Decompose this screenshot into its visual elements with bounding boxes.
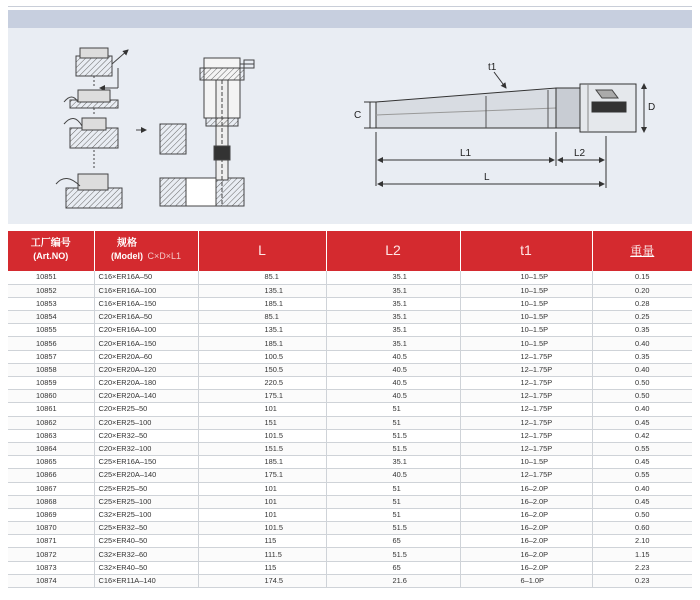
cell-t1: 16–2.0P: [460, 495, 592, 508]
table-row: [8, 297, 692, 310]
cell-l2: 51.5: [326, 548, 460, 561]
label-C: C: [354, 110, 362, 121]
cell-art-no: 10871: [8, 535, 94, 548]
tool-holder-drawing: [364, 72, 644, 188]
cell-t1: 12–1.75P: [460, 416, 592, 429]
cell-art-no: 10868: [8, 495, 94, 508]
cell-l: 111.5: [198, 548, 326, 561]
cell-t1: 12–1.75P: [460, 390, 592, 403]
label-D: D: [648, 102, 656, 113]
table-row: [8, 561, 692, 574]
table-row: [8, 390, 692, 403]
cell-l: 135.1: [198, 284, 326, 297]
cell-weight: 0.40: [592, 363, 692, 376]
cell-l2: 40.5: [326, 377, 460, 390]
cell-art-no: 10862: [8, 416, 94, 429]
cell-t1: 16–2.0P: [460, 561, 592, 574]
label-L1: L1: [460, 148, 472, 159]
cell-l2: 35.1: [326, 297, 460, 310]
cell-l2: 51.5: [326, 442, 460, 455]
header-weight: 重量: [592, 231, 692, 271]
cell-art-no: 10863: [8, 429, 94, 442]
cell-l: 85.1: [198, 311, 326, 324]
table-row: [8, 456, 692, 469]
cell-t1: 16–2.0P: [460, 548, 592, 561]
cell-l: 115: [198, 535, 326, 548]
cell-weight: 0.50: [592, 390, 692, 403]
cell-model: C32×ER25–100: [94, 508, 198, 521]
cell-t1: 16–2.0P: [460, 508, 592, 521]
cell-model: C20×ER25–100: [94, 416, 198, 429]
cell-art-no: 10852: [8, 284, 94, 297]
cell-l2: 51: [326, 508, 460, 521]
cell-t1: 16–2.0P: [460, 482, 592, 495]
cell-t1: 12–1.75P: [460, 442, 592, 455]
cell-art-no: 10853: [8, 297, 94, 310]
cell-l: 220.5: [198, 377, 326, 390]
cell-model: C16×ER16A–100: [94, 284, 198, 297]
table-row: [8, 337, 692, 350]
label-L2: L2: [574, 148, 586, 159]
cell-art-no: 10870: [8, 522, 94, 535]
cell-t1: 12–1.75P: [460, 350, 592, 363]
cell-weight: 0.20: [592, 284, 692, 297]
cell-model: C25×ER40–50: [94, 535, 198, 548]
cell-art-no: 10859: [8, 377, 94, 390]
cell-art-no: 10865: [8, 456, 94, 469]
table-row: [8, 416, 692, 429]
cell-l2: 40.5: [326, 390, 460, 403]
cell-art-no: 10856: [8, 337, 94, 350]
cell-model: C20×ER16A–150: [94, 337, 198, 350]
cell-t1: 12–1.75P: [460, 377, 592, 390]
cell-t1: 12–1.75P: [460, 403, 592, 416]
table-row: [8, 311, 692, 324]
header-model: 规格 (Model) C×D×L1: [94, 231, 198, 271]
cell-l2: 35.1: [326, 337, 460, 350]
table-row: [8, 403, 692, 416]
cell-art-no: 10872: [8, 548, 94, 561]
cell-t1: 12–1.75P: [460, 363, 592, 376]
cell-weight: 0.23: [592, 574, 692, 587]
header-l2: L2: [326, 231, 460, 271]
cell-art-no: 10867: [8, 482, 94, 495]
cell-l2: 40.5: [326, 469, 460, 482]
cell-model: C20×ER16A–50: [94, 311, 198, 324]
cell-weight: 0.42: [592, 429, 692, 442]
cell-t1: 10–1.5P: [460, 456, 592, 469]
cell-art-no: 10860: [8, 390, 94, 403]
cell-l2: 51: [326, 403, 460, 416]
cell-weight: 0.55: [592, 469, 692, 482]
cell-l2: 51: [326, 482, 460, 495]
table-row: [8, 508, 692, 521]
cell-t1: 12–1.75P: [460, 429, 592, 442]
cell-l2: 40.5: [326, 363, 460, 376]
table-row: [8, 350, 692, 363]
table-row: [8, 548, 692, 561]
cell-weight: 0.35: [592, 324, 692, 337]
cell-model: C20×ER20A–180: [94, 377, 198, 390]
cell-weight: 0.45: [592, 495, 692, 508]
cell-model: C20×ER32–50: [94, 429, 198, 442]
cell-weight: 0.25: [592, 311, 692, 324]
cell-weight: 0.60: [592, 522, 692, 535]
cell-art-no: 10864: [8, 442, 94, 455]
cell-art-no: 10855: [8, 324, 94, 337]
table-body: [8, 271, 692, 588]
cell-art-no: 10874: [8, 574, 94, 587]
cell-t1: 6–1.0P: [460, 574, 592, 587]
header-l: L: [198, 231, 326, 271]
cell-model: C25×ER25–100: [94, 495, 198, 508]
cell-l: 101: [198, 508, 326, 521]
cell-weight: 0.40: [592, 403, 692, 416]
cell-l2: 40.5: [326, 350, 460, 363]
cell-model: C16×ER11A–140: [94, 574, 198, 587]
cell-t1: 12–1.75P: [460, 469, 592, 482]
cell-l2: 51.5: [326, 522, 460, 535]
cell-l: 101.5: [198, 429, 326, 442]
cell-model: C25×ER25–50: [94, 482, 198, 495]
cell-weight: 0.28: [592, 297, 692, 310]
header-t1: t1: [460, 231, 592, 271]
label-L: L: [484, 172, 490, 183]
cell-art-no: 10857: [8, 350, 94, 363]
spec-table: [8, 231, 692, 588]
cell-weight: 0.15: [592, 271, 692, 284]
cell-l: 175.1: [198, 390, 326, 403]
cell-l: 174.5: [198, 574, 326, 587]
cell-t1: 16–2.0P: [460, 522, 592, 535]
cell-model: C25×ER16A–150: [94, 456, 198, 469]
table-row: [8, 377, 692, 390]
cell-weight: 2.10: [592, 535, 692, 548]
table-row: [8, 495, 692, 508]
cell-weight: 0.55: [592, 442, 692, 455]
table-row: [8, 522, 692, 535]
cell-model: C20×ER20A–60: [94, 350, 198, 363]
cell-l: 101: [198, 482, 326, 495]
cell-weight: 0.45: [592, 456, 692, 469]
cell-model: C20×ER20A–120: [94, 363, 198, 376]
usage-illustration: [56, 48, 254, 208]
cell-l: 101: [198, 403, 326, 416]
cell-l2: 35.1: [326, 284, 460, 297]
label-t1: t1: [488, 62, 497, 73]
header-band: [8, 10, 692, 28]
cell-weight: 0.35: [592, 350, 692, 363]
cell-l: 135.1: [198, 324, 326, 337]
cell-art-no: 10861: [8, 403, 94, 416]
header-model-formula: C×D×L1: [147, 251, 181, 261]
cell-l: 175.1: [198, 469, 326, 482]
table-row: [8, 574, 692, 587]
cell-t1: 10–1.5P: [460, 297, 592, 310]
table-row: [8, 324, 692, 337]
cell-l: 150.5: [198, 363, 326, 376]
cell-l2: 35.1: [326, 271, 460, 284]
cell-l2: 51.5: [326, 429, 460, 442]
cell-t1: 10–1.5P: [460, 324, 592, 337]
cell-l2: 65: [326, 535, 460, 548]
cell-l2: 65: [326, 561, 460, 574]
cell-weight: 0.45: [592, 416, 692, 429]
cell-l: 85.1: [198, 271, 326, 284]
table-row: [8, 442, 692, 455]
cell-art-no: 10866: [8, 469, 94, 482]
cell-l2: 35.1: [326, 456, 460, 469]
cell-l: 151.5: [198, 442, 326, 455]
cell-l: 151: [198, 416, 326, 429]
table-row: [8, 363, 692, 376]
table-row: [8, 482, 692, 495]
cell-art-no: 10869: [8, 508, 94, 521]
cell-t1: 10–1.5P: [460, 284, 592, 297]
cell-t1: 10–1.5P: [460, 337, 592, 350]
table-header-row: [8, 231, 692, 271]
table-row: [8, 271, 692, 284]
cell-art-no: 10873: [8, 561, 94, 574]
cell-l: 185.1: [198, 297, 326, 310]
cell-l: 101: [198, 495, 326, 508]
cell-model: C20×ER25–50: [94, 403, 198, 416]
cell-weight: 0.40: [592, 482, 692, 495]
table-row: [8, 429, 692, 442]
cell-model: C25×ER32–50: [94, 522, 198, 535]
cell-l2: 21.6: [326, 574, 460, 587]
cell-model: C20×ER16A–100: [94, 324, 198, 337]
cell-l2: 51: [326, 416, 460, 429]
top-rule: [8, 6, 692, 7]
technical-drawing: [8, 28, 692, 224]
table-row: [8, 284, 692, 297]
cell-weight: 2.23: [592, 561, 692, 574]
table-row: [8, 469, 692, 482]
cell-model: C20×ER20A–140: [94, 390, 198, 403]
cell-weight: 0.50: [592, 377, 692, 390]
cell-l2: 35.1: [326, 311, 460, 324]
cell-t1: 10–1.5P: [460, 271, 592, 284]
header-art-no: 工厂编号 (Art.NO): [8, 231, 94, 271]
cell-art-no: 10851: [8, 271, 94, 284]
cell-l2: 35.1: [326, 324, 460, 337]
cell-weight: 1.15: [592, 548, 692, 561]
cell-t1: 10–1.5P: [460, 311, 592, 324]
cell-l: 185.1: [198, 337, 326, 350]
table-row: [8, 535, 692, 548]
figure-area: [8, 28, 692, 224]
cell-weight: 0.50: [592, 508, 692, 521]
cell-l: 115: [198, 561, 326, 574]
cell-l: 101.5: [198, 522, 326, 535]
cell-model: C25×ER20A–140: [94, 469, 198, 482]
cell-l: 185.1: [198, 456, 326, 469]
cell-model: C32×ER40–50: [94, 561, 198, 574]
cell-art-no: 10854: [8, 311, 94, 324]
cell-l2: 51: [326, 495, 460, 508]
cell-t1: 16–2.0P: [460, 535, 592, 548]
cell-weight: 0.40: [592, 337, 692, 350]
cell-l: 100.5: [198, 350, 326, 363]
cell-model: C16×ER16A–150: [94, 297, 198, 310]
cell-model: C16×ER16A–50: [94, 271, 198, 284]
cell-model: C32×ER32–60: [94, 548, 198, 561]
cell-art-no: 10858: [8, 363, 94, 376]
cell-model: C20×ER32–100: [94, 442, 198, 455]
